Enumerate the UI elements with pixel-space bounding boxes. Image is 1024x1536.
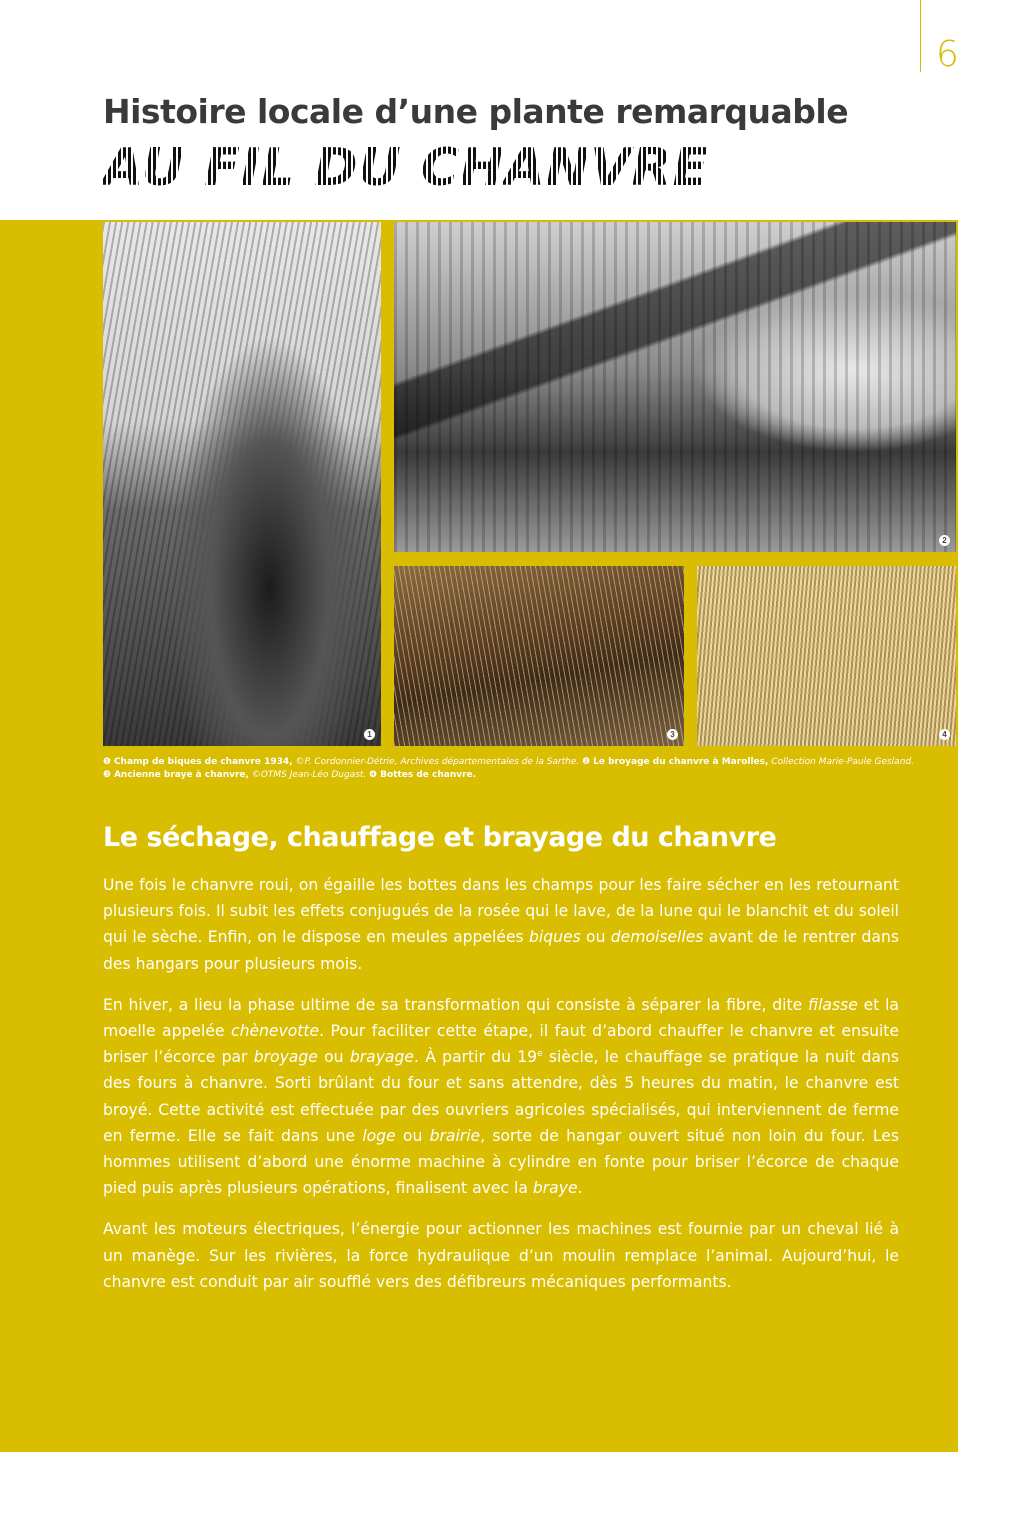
photo-hemp-bundles — [697, 566, 956, 746]
photo-old-hemp-brake — [394, 566, 684, 746]
paragraph-3: Avant les moteurs électriques, l’énergie pour actionner les machines est fournie par un cheval lié à un manège. Sur les rivières, la force hydraulique d’un moulin remplace l’animal. Aujourd’hui, le chanvre est conduit par air soufflé vers des défibreurs mécaniques performants. — [103, 1220, 899, 1291]
page-number: 6 — [936, 34, 959, 75]
photo-caption — [103, 756, 963, 782]
photo-badge: 2 — [939, 535, 950, 546]
caption-title: Bottes de chanvre. — [380, 770, 477, 780]
photo-badge: 1 — [364, 729, 375, 740]
photo-hemp-crushing-marolles — [394, 222, 956, 552]
caption-number: ❶ — [103, 757, 112, 767]
body-text — [103, 872, 899, 1310]
caption-number: ❷ — [582, 757, 591, 767]
caption-title: Champ de biques de chanvre 1934, — [113, 757, 293, 767]
caption-title: Ancienne braye à chanvre, — [113, 770, 249, 780]
paragraph-1: Une fois le chanvre roui, on égaille les bottes dans les champs pour les faire sécher en les retournant plusieurs fois. Il subit les effets conjugués de la rosée qui le lave, de la lune qui le blanchit et du soleil qui le sèche. Enfin, on le dispose en meules appelées biques ou demoiselles avant de le rentrer dans des hangars pour plusieurs mois. — [103, 876, 899, 973]
page-kicker: Histoire locale d’une plante remarquable — [103, 92, 849, 131]
section-title: Le séchage, chauffage et brayage du chanvre — [103, 822, 777, 853]
photo-badge: 4 — [939, 729, 950, 740]
page-title: AU FIL DU CHANVRE — [103, 138, 710, 198]
photo-hemp-stacks-field — [103, 222, 381, 746]
page-number-rule — [920, 0, 921, 72]
photo-badge: 3 — [667, 729, 678, 740]
caption-title: Le broyage du chanvre à Marolles, — [593, 757, 769, 767]
caption-credit: Collection Marie-Paule Gesland. — [771, 757, 914, 767]
caption-number: ❸ — [103, 770, 112, 780]
caption-number: ❹ — [369, 770, 378, 780]
caption-credit: ©OTMS Jean-Léo Dugast. — [251, 770, 367, 780]
caption-credit: ©P. Cordonnier-Détrie, Archives départementales de la Sarthe. — [295, 757, 580, 767]
paragraph-2: En hiver, a lieu la phase ultime de sa transformation qui consiste à séparer la fibre, dite filasse et la moelle appelée chènevotte. Pour faciliter cette étape, il faut d’abord chauffer le chanvre et ensuite briser l’écorce par broyage ou brayage. À partir du 19e siècle, le chauffage se pratique la nuit dans des fours à chanvre. Sorti brûlant du four et sans attendre, dès 5 heures du matin, le chanvre est broyé. Cette activité est effectuée par des ouvriers agricoles spécialisés, qui interviennent de ferme en ferme. Elle se fait dans une loge ou brairie, sorte de hangar ouvert situé non loin du four. Les hommes utilisent d’abord une énorme machine à cylindre en fonte pour briser l’écorce de chaque pied puis après plusieurs opérations, finalisent avec la braye. — [103, 995, 900, 1198]
